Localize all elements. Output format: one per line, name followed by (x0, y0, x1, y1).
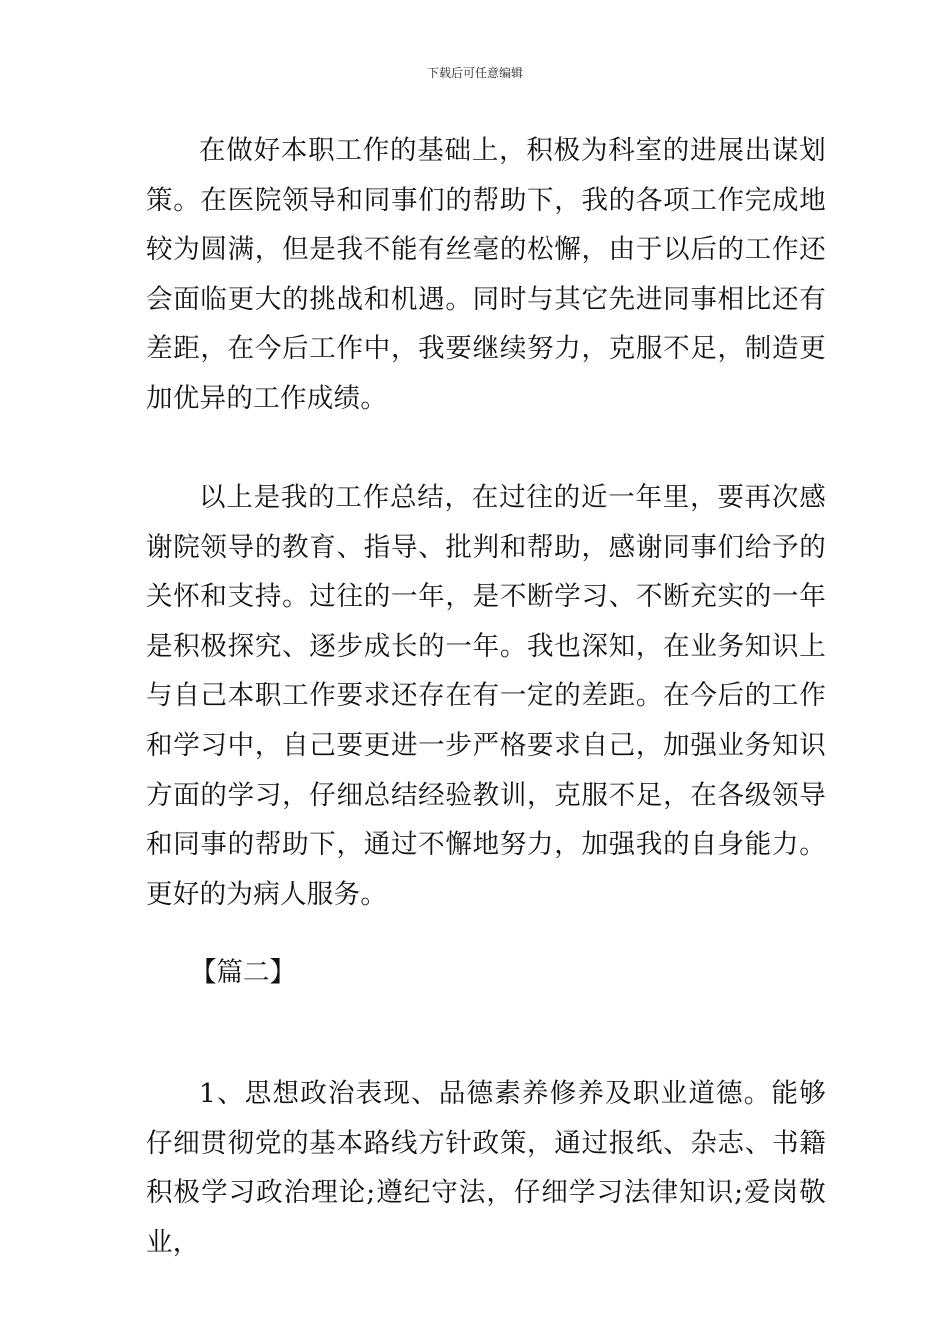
paragraph-work-summary: 以上是我的工作总结，在过往的近一年里，要再次感谢院领导的教育、指导、批判和帮助，感谢同事们给予的关怀和支持。过往的一年，是不断学习、不断充实的一年是积极探究、逐步成长的一年。我也深知，在业务知识上与自己本职工作要求还存在有一定的差距。在今后的工作和学习中，自己要更进一步严格要求自己，加强业务知识方面的学习，仔细总结经验教训，克服不足，在各级领导和同事的帮助下，通过不懈地努力，加强我的自身能力。更好的为病人服务。 (146, 482, 826, 910)
paragraph-political-performance: 1、思想政治表现、品德素养修养及职业道德。能够仔细贯彻党的基本路线方针政策，通过报纸、杂志、书籍积极学习政治理论;遵纪守法，仔细学习法律知识;爱岗敬业， (146, 1078, 826, 1258)
page-header: 下载后可任意编辑 (426, 66, 523, 80)
paragraph-work-planning: 在做好本职工作的基础上，积极为科室的进展出谋划策。在医院领导和同事们的帮助下，我的各项工作完成地较为圆满，但是我不能有丝毫的松懈，由于以后的工作还会面临更大的挑战和机遇。同时与其它先进同事相比还有差距，在今后工作中，我要继续努力，克服不足，制造更加优异的工作成绩。 (146, 135, 826, 414)
section-heading: 【篇二】 (190, 957, 296, 988)
